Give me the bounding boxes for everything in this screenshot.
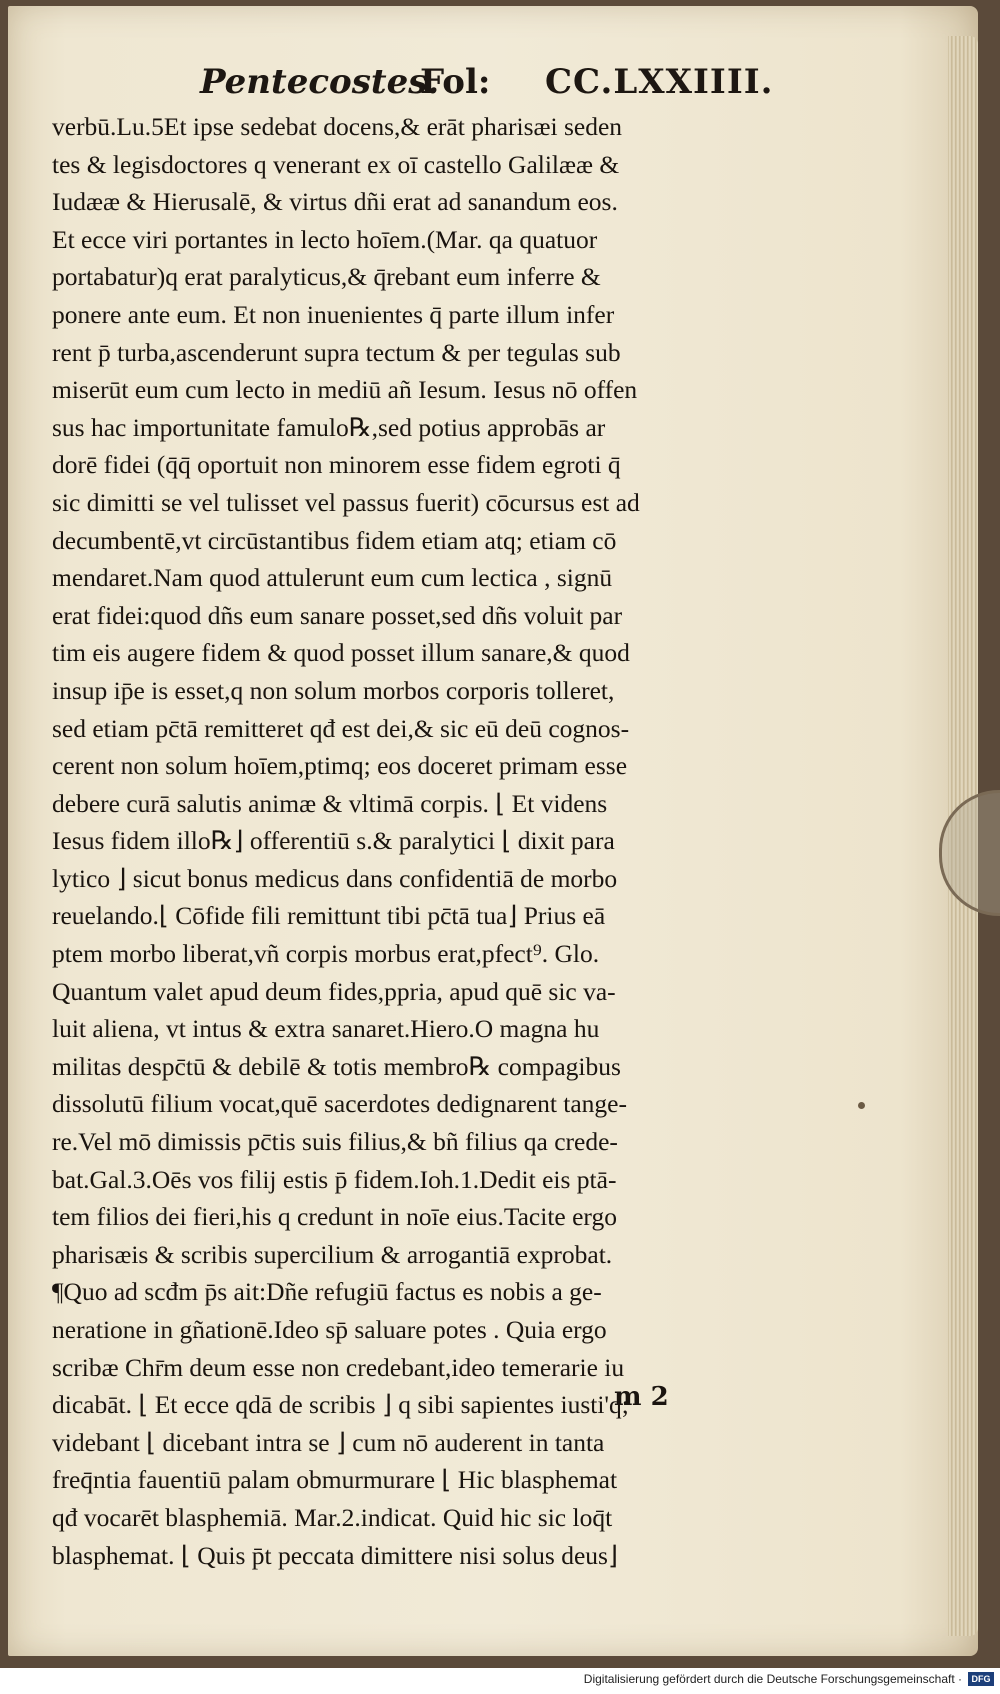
header-folio-label: Fol: [420, 62, 491, 102]
text-line: ponere ante eum. Et non inuenientes q̄ parte illum infer [52, 299, 615, 329]
text-line: bat.Gal.3.Oēs vos filij estis p̄ fidem.Ioh.1.Dedit eis ptā- [52, 1164, 617, 1194]
text-line: decumbentē,vt circūstantibus fidem etiam atq; etiam cō [52, 525, 617, 555]
text-line: sic dimitti se vel tulisset vel passus fuerit) cōcursus est ad [52, 487, 640, 517]
text-line: verbū.Lu.5Et ipse sedebat docens,& erāt pharisæi seden [52, 112, 623, 141]
text-line: mendaret.Nam quod attulerunt eum cum lectica , signū [52, 563, 613, 593]
footer-bar [0, 1670, 1000, 1694]
text-line: debere curā salutis animæ & vltimā corpis. ⌊ Et videns [52, 788, 608, 818]
text-line: ptem morbo liberat,vñ corpis morbus erat,pfect⁹. Glo. [52, 939, 600, 969]
text-line: Quantum valet apud deum fides,ppria, apud quē sic va- [52, 976, 616, 1006]
text-line: miserūt eum cum lecto in mediū añ Iesum. Iesus nō offen [52, 375, 638, 405]
text-line: luit aliena, vt intus & extra sanaret.Hiero.O magna hu [52, 1014, 600, 1044]
text-line: dorē fidei (q̄q̄ oportuit non minorem esse fidem egroti q̄ [52, 450, 621, 480]
text-line: blasphemat. ⌊ Quis p̄t peccata dimittere nisi solus deus⌋ [52, 1540, 618, 1570]
text-line: freq̄ntia fauentiū palam obmurmurare ⌊ Hic blasphemat [52, 1465, 618, 1495]
text-line: militas despc̄tū & debilē & totis membro℞ compagibus [52, 1051, 621, 1081]
text-line: lytico ⌋ sicut bonus medicus dans confidentiā de morbo [52, 863, 618, 893]
text-line: videbant ⌊ dicebant intra se ⌋ cum nō auderent in tanta [52, 1427, 605, 1457]
text-line: Et ecce viri portantes in lecto hoīem.(Mar. qa quatuor [52, 224, 598, 254]
text-line: qđ vocarēt blasphemiā. Mar.2.indicat. Quid hic sic loq̄t [52, 1502, 613, 1532]
text-line: tes & legisdoctores q venerant ex oī castello Galilææ & [52, 149, 620, 179]
running-header [200, 62, 790, 112]
text-line: rent p̄ turba,ascenderunt supra tectum & per tegulas sub [52, 337, 621, 367]
text-line: Iudææ & Hierusalē, & virtus dñi erat ad sanandum eos. [52, 187, 618, 217]
text-line: ¶Quo ad scđm p̄s ait:Dñe refugiū factus es nobis a ge- [52, 1277, 602, 1307]
header-folio-number: CC.LXXIIII. [545, 62, 774, 102]
text-line: scribæ Chr̄m deum esse non credebant,ideo temerarie iu [52, 1352, 625, 1382]
dfg-logo-icon: DFG [968, 1672, 994, 1686]
text-line: pharisæis & scribis supercilium & arrogantiā exprobat. [52, 1239, 613, 1269]
text-line: re.Vel mō dimissis pc̄tis suis filius,& bñ filius qa crede- [52, 1127, 618, 1157]
text-line: Iesus fidem illo℞⌋ offerentiū s.& paralytici ⌊ dixit para [52, 826, 615, 856]
ink-speck [858, 1102, 865, 1109]
text-line: neratione in gñationē.Ideo sp̄ saluare potes . Quia ergo [52, 1315, 607, 1344]
text-line: insup ip̄e is esset,q non solum morbos corporis tolleret, [52, 675, 615, 705]
text-line: sus hac importunitate famulo℞,sed potius approbās ar [52, 412, 606, 442]
text-line: reuelando.⌊ Cōfide fili remittunt tibi pc̄tā tua⌋ Prius eā [52, 901, 606, 931]
text-line: tim eis augere fidem & quod posset illum sanare,& quod [52, 638, 630, 668]
text-line: portabatur)q erat paralyticus,& q̄rebant eum inferre & [52, 262, 601, 292]
footer-credit: Digitalisierung gefördert durch die Deutsche Forschungsgemeinschaft · [583, 1672, 962, 1686]
body-text [52, 108, 792, 1574]
text-line: erat fidei:quod dñs eum sanare posset,sed dñs voluit par [52, 600, 623, 630]
text-line: cerent non solum hoīem,ptimq; eos doceret primam esse [52, 751, 628, 781]
text-line: dicabāt. ⌊ Et ecce qdā de scribis ⌋ q sibi sapientes iusti'q; [52, 1390, 629, 1420]
text-line: tem filios dei fieri,his q credunt in noīe eius.Tacite ergo [52, 1202, 617, 1232]
header-title: Pentecostes. [200, 62, 440, 102]
signature-mark: m 2 [614, 1382, 669, 1412]
text-line: dissolutū filium vocat,quē sacerdotes dedignarent tange- [52, 1089, 627, 1119]
text-line: sed etiam pc̄tā remitteret qđ est dei,& sic eū deū cognos- [52, 713, 630, 743]
